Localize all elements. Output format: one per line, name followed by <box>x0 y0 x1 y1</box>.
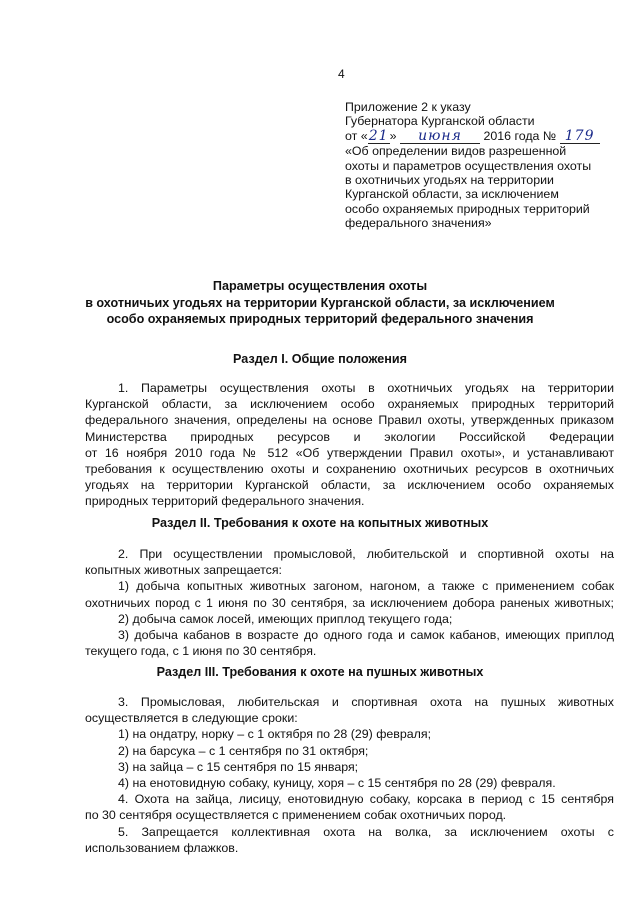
text-line: 4) на енотовидную собаку, куницу, хоря – с 15 сентября по 28 (29) февраля. <box>118 776 556 791</box>
text-line: требования к осуществлению охоты и сохранению охотничьих ресурсов в охотничьих <box>85 462 614 477</box>
text-line: 3) добыча кабанов в возрасте до одного года и самок кабанов, имеющих приплод <box>118 628 614 643</box>
text-line: 4. Охота на зайца, лисицу, енотовидную собаку, корсака в период с 15 сентября <box>118 792 614 807</box>
text-line: природных территорий федерального значения. <box>85 494 365 509</box>
text-line: 2. При осуществлении промысловой, любительской и спортивной охоты на <box>118 547 614 561</box>
page-number: 4 <box>338 67 345 81</box>
text-line: Курганской области, за исключением особо охраняемых природных территорий <box>85 397 614 412</box>
title-line: Параметры осуществления охоты <box>212 279 428 293</box>
text-line: федерального значения, определены на основе Правил охоты, утвержденных приказом <box>85 413 614 428</box>
text-line: 1) добыча копытных животных загоном, нагоном, а также с применением собак <box>118 579 614 594</box>
text-line: 1. Параметры осуществления охоты в охотничьих угодьях на территории <box>118 381 614 395</box>
year-text: 2016 года № <box>483 128 557 143</box>
text-line: 2) добыча самок лосей, имеющих приплод текущего года; <box>118 611 453 626</box>
handwritten-day: 21 <box>368 127 389 144</box>
appendix-block <box>345 100 615 231</box>
text-line: охотничьих пород с 1 июня по 30 сентября, за исключением добора раненых животных; <box>85 595 614 610</box>
appendix-subject-line: охоты и параметров осуществления охоты <box>345 158 592 173</box>
appendix-subject-line: особо охраняемых природных территорий <box>345 201 590 216</box>
text-line: 3) на зайца – с 15 сентября по 15 января; <box>118 759 359 774</box>
section-1-heading: Раздел I. Общие положения <box>233 352 407 366</box>
section-2-text <box>85 546 614 659</box>
date-prefix: от « <box>345 128 368 143</box>
appendix-subject-line: «Об определении видов разрешенной <box>345 144 567 159</box>
text-line: копытных животных запрещается: <box>85 563 282 578</box>
appendix-date-line <box>345 129 615 144</box>
appendix-subject-line: в охотничьих угодьях на территории <box>345 173 554 188</box>
document-title <box>60 278 580 328</box>
section-2-heading: Раздел II. Требования к охоте на копытных животных <box>151 516 489 530</box>
section-1-text <box>85 380 614 510</box>
text-line: 3. Промысловая, любительская и спортивная охота на пушных животных <box>118 695 614 709</box>
text-line: 5. Запрещается коллективная охота на волка, за исключением охоты с <box>118 824 614 839</box>
text-line: 1) на ондатру, норку – с 1 октября по 28 (29) февраля; <box>118 727 432 742</box>
text-line: угодьях на территории Курганской области, за исключением особо охраняемых <box>85 478 614 493</box>
text-line: от 16 ноября 2010 года № 512 «Об утверждении Правил охоты», и устанавливают <box>85 445 614 460</box>
appendix-line: Губернатора Курганской области <box>345 114 535 129</box>
section-3-heading: Раздел III. Требования к охоте на пушных животных <box>156 665 484 679</box>
text-line: 2) на барсука – с 1 сентября по 31 октября; <box>118 743 369 758</box>
handwritten-month: июня <box>400 129 480 144</box>
text-line: по 30 сентября осуществляется с применением собак охотничьих пород. <box>85 808 507 823</box>
appendix-subject-line: Курганской области, за исключением <box>345 187 559 202</box>
title-line: в охотничьих угодьях на территории Курганской области, за исключением <box>85 295 555 310</box>
date-mid: » <box>389 128 397 143</box>
title-line: особо охраняемых природных территорий федерального значения <box>106 312 534 326</box>
text-line: использованием флажков. <box>85 840 239 855</box>
handwritten-number: 179 <box>560 129 600 144</box>
appendix-subject-line: федерального значения» <box>345 216 492 231</box>
section-3-text <box>85 694 614 856</box>
appendix-line: Приложение 2 к указу <box>345 100 471 114</box>
text-line: Министерства природных ресурсов и экологии Российской Федерации <box>85 429 614 444</box>
text-line: осуществляется в следующие сроки: <box>85 711 298 726</box>
text-line: текущего года, с 1 июня по 30 сентября. <box>85 644 317 659</box>
